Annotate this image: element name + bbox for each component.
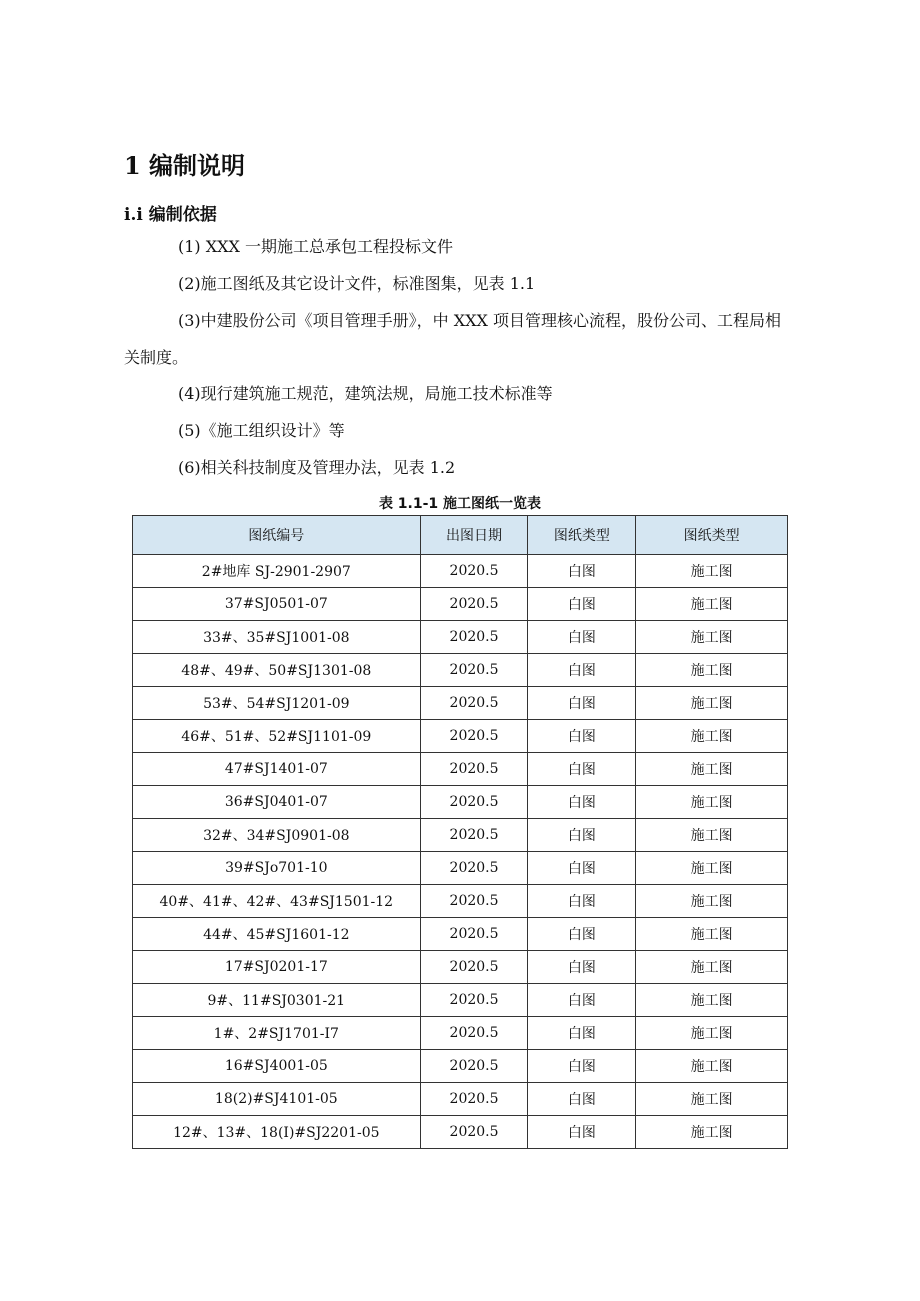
paragraph-5: (5)《施工组织设计》等	[178, 421, 345, 440]
cell-drawing-category: 施工图	[636, 621, 788, 654]
cell-issue-date: 2020.5	[420, 720, 528, 753]
cell-drawing-category: 施工图	[636, 720, 788, 753]
cell-drawing-number: 46#、51#、52#SJ1101-09	[133, 720, 421, 753]
cell-drawing-category: 施工图	[636, 687, 788, 720]
cell-drawing-number: 9#、11#SJ0301-21	[133, 984, 421, 1017]
table-row	[133, 687, 788, 720]
paragraph-4: (4)现行建筑施工规范，建筑法规，局施工技术标准等	[178, 384, 553, 403]
cell-drawing-category: 施工图	[636, 1083, 788, 1116]
cell-drawing-category: 施工图	[636, 885, 788, 918]
cell-issue-date: 2020.5	[420, 885, 528, 918]
table-row	[133, 852, 788, 885]
cell-drawing-number: 18(2)#SJ4101-05	[133, 1083, 421, 1116]
paragraph-2: (2)施工图纸及其它设计文件，标准图集，见表 1.1	[178, 274, 536, 293]
cell-drawing-type: 白图	[528, 918, 636, 951]
cell-drawing-type: 白图	[528, 852, 636, 885]
cell-drawing-category: 施工图	[636, 588, 788, 621]
cell-drawing-type: 白图	[528, 654, 636, 687]
cell-drawing-type: 白图	[528, 687, 636, 720]
table-row	[133, 1017, 788, 1050]
cell-drawing-type: 白图	[528, 720, 636, 753]
cell-issue-date: 2020.5	[420, 1017, 528, 1050]
drawings-table	[132, 515, 788, 1149]
cell-drawing-category: 施工图	[636, 984, 788, 1017]
table-row	[133, 753, 788, 786]
table-row	[133, 1116, 788, 1149]
paragraph-6: (6)相关科技制度及管理办法，见表 1.2	[178, 458, 456, 477]
table-row	[133, 786, 788, 819]
cell-issue-date: 2020.5	[420, 588, 528, 621]
cell-drawing-number: 53#、54#SJ1201-09	[133, 687, 421, 720]
table-row	[133, 588, 788, 621]
table-header-row	[133, 516, 788, 555]
header-issue-date: 出图日期	[420, 516, 528, 555]
cell-drawing-number: 47#SJ1401-07	[133, 753, 421, 786]
cell-drawing-category: 施工图	[636, 1017, 788, 1050]
cell-drawing-type: 白图	[528, 621, 636, 654]
cell-issue-date: 2020.5	[420, 852, 528, 885]
header-drawing-number: 图纸编号	[133, 516, 421, 555]
cell-drawing-type: 白图	[528, 1050, 636, 1083]
subsection-title: i.i 编制依据	[124, 205, 217, 225]
cell-drawing-category: 施工图	[636, 753, 788, 786]
cell-drawing-category: 施工图	[636, 819, 788, 852]
cell-issue-date: 2020.5	[420, 786, 528, 819]
cell-issue-date: 2020.5	[420, 1116, 528, 1149]
paragraph-1: (1) XXX 一期施工总承包工程投标文件	[178, 237, 454, 256]
cell-issue-date: 2020.5	[420, 951, 528, 984]
cell-drawing-number: 44#、45#SJ1601-12	[133, 918, 421, 951]
cell-drawing-number: 32#、34#SJ0901-08	[133, 819, 421, 852]
cell-drawing-type: 白图	[528, 555, 636, 588]
cell-drawing-number: 39#SJo701-10	[133, 852, 421, 885]
cell-drawing-type: 白图	[528, 984, 636, 1017]
cell-issue-date: 2020.5	[420, 819, 528, 852]
header-drawing-type: 图纸类型	[528, 516, 636, 555]
cell-drawing-number: 2#地库 SJ-2901-2907	[133, 555, 421, 588]
table-row	[133, 819, 788, 852]
header-drawing-category: 图纸类型	[636, 516, 788, 555]
table-row	[133, 1083, 788, 1116]
cell-issue-date: 2020.5	[420, 984, 528, 1017]
cell-drawing-number: 17#SJ0201-17	[133, 951, 421, 984]
table-row	[133, 720, 788, 753]
cell-drawing-number: 16#SJ4001-05	[133, 1050, 421, 1083]
cell-drawing-type: 白图	[528, 819, 636, 852]
cell-issue-date: 2020.5	[420, 555, 528, 588]
table-row	[133, 885, 788, 918]
table-row	[133, 621, 788, 654]
table-caption: 表 1.1-1 施工图纸一览表	[378, 496, 542, 512]
paragraph-3: (3)中建股份公司《项目管理手册》，中 XXX 项目管理核心流程，股份公司、工程局相	[178, 311, 782, 330]
cell-drawing-category: 施工图	[636, 555, 788, 588]
table-row	[133, 1050, 788, 1083]
cell-drawing-category: 施工图	[636, 654, 788, 687]
table-row	[133, 654, 788, 687]
cell-issue-date: 2020.5	[420, 621, 528, 654]
cell-drawing-type: 白图	[528, 786, 636, 819]
cell-issue-date: 2020.5	[420, 1083, 528, 1116]
cell-drawing-category: 施工图	[636, 1050, 788, 1083]
cell-drawing-number: 12#、13#、18(I)#SJ2201-05	[133, 1116, 421, 1149]
cell-drawing-type: 白图	[528, 753, 636, 786]
table-body	[133, 555, 788, 1149]
cell-drawing-number: 36#SJ0401-07	[133, 786, 421, 819]
cell-drawing-number: 37#SJ0501-07	[133, 588, 421, 621]
cell-drawing-type: 白图	[528, 1017, 636, 1050]
cell-drawing-category: 施工图	[636, 1116, 788, 1149]
cell-drawing-category: 施工图	[636, 951, 788, 984]
cell-drawing-type: 白图	[528, 885, 636, 918]
table-row	[133, 918, 788, 951]
table-row	[133, 951, 788, 984]
cell-drawing-category: 施工图	[636, 852, 788, 885]
table-row	[133, 984, 788, 1017]
cell-issue-date: 2020.5	[420, 918, 528, 951]
cell-drawing-category: 施工图	[636, 918, 788, 951]
paragraph-3-continued: 关制度。	[124, 348, 189, 367]
cell-issue-date: 2020.5	[420, 687, 528, 720]
cell-issue-date: 2020.5	[420, 654, 528, 687]
cell-drawing-type: 白图	[528, 951, 636, 984]
cell-drawing-number: 1#、2#SJ1701-I7	[133, 1017, 421, 1050]
cell-issue-date: 2020.5	[420, 1050, 528, 1083]
cell-drawing-number: 33#、35#SJ1001-08	[133, 621, 421, 654]
cell-drawing-category: 施工图	[636, 786, 788, 819]
cell-drawing-type: 白图	[528, 588, 636, 621]
table-row	[133, 555, 788, 588]
cell-drawing-type: 白图	[528, 1116, 636, 1149]
cell-drawing-type: 白图	[528, 1083, 636, 1116]
cell-drawing-number: 40#、41#、42#、43#SJ1501-12	[133, 885, 421, 918]
cell-drawing-number: 48#、49#、50#SJ1301-08	[133, 654, 421, 687]
section-title: 1 编制说明	[124, 151, 246, 180]
cell-issue-date: 2020.5	[420, 753, 528, 786]
